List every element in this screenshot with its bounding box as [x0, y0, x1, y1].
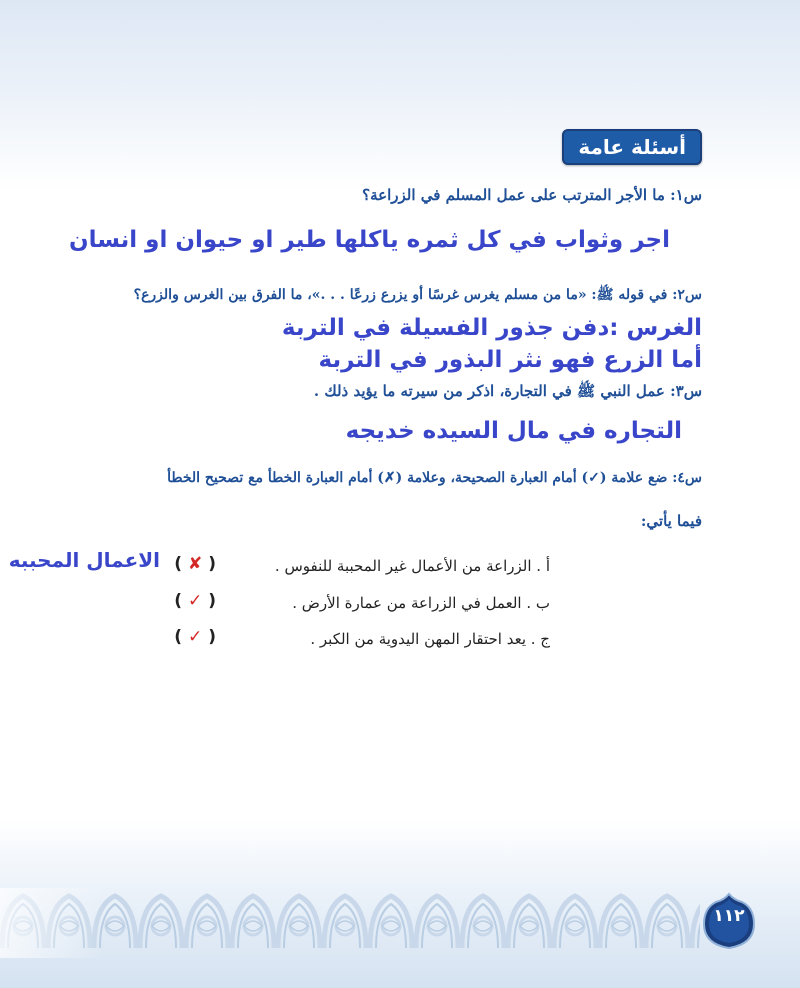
correction-a: الاعمال المحببه — [8, 548, 160, 572]
page-number: ١١٢ — [713, 906, 745, 926]
question-4-subtext: فيما يأتي: — [640, 512, 702, 530]
statement-b: ب . العمل في الزراعة من عمارة الأرض . — [292, 594, 550, 612]
question-4: س٤: ضع علامة (✓) أمام العبارة الصحيحة، وعلامة (✗) أمام العبارة الخطأ مع تصحيح الخطأ — [167, 470, 702, 486]
question-1: س١: ما الأجر المترتب على عمل المسلم في الزراعة؟ — [362, 186, 702, 204]
answer-1-line-1: اجر وثواب في كل ثمره ياكلها طير او حيوان او انسان — [68, 227, 670, 253]
statement-a: أ . الزراعة من الأعمال غير المحببة للنفوس . — [274, 557, 550, 575]
islamic-arch-ornament-border-icon — [0, 888, 700, 958]
mark-c: (✓) — [174, 627, 216, 647]
section-title: أسئلة عامة — [562, 129, 702, 165]
check-icon: ✓ — [187, 627, 203, 647]
answer-2-line-1: الغرس :دفن جذور الفسيلة في التربة — [281, 315, 702, 341]
answer-3-line-1: التجاره في مال السيده خديجه — [345, 418, 682, 444]
answer-2-line-2: أما الزرع فهو نثر البذور في التربة — [318, 347, 702, 373]
check-icon: ✓ — [187, 591, 203, 611]
question-3: س٣: عمل النبي ﷺ في التجارة، اذكر من سيرته ما يؤيد ذلك . — [313, 382, 702, 400]
statement-c: ج . يعد احتقار المهن اليدوية من الكبر . — [310, 630, 550, 648]
question-2: س٢: في قوله ﷺ: «ما من مسلم يغرس غرسًا أو يزرع زرعًا . . .»، ما الفرق بين الغرس والزرع؟ — [133, 287, 702, 303]
cross-icon: ✘ — [187, 554, 203, 574]
mark-b: (✓) — [174, 591, 216, 611]
mark-a: (✘) — [174, 554, 216, 574]
